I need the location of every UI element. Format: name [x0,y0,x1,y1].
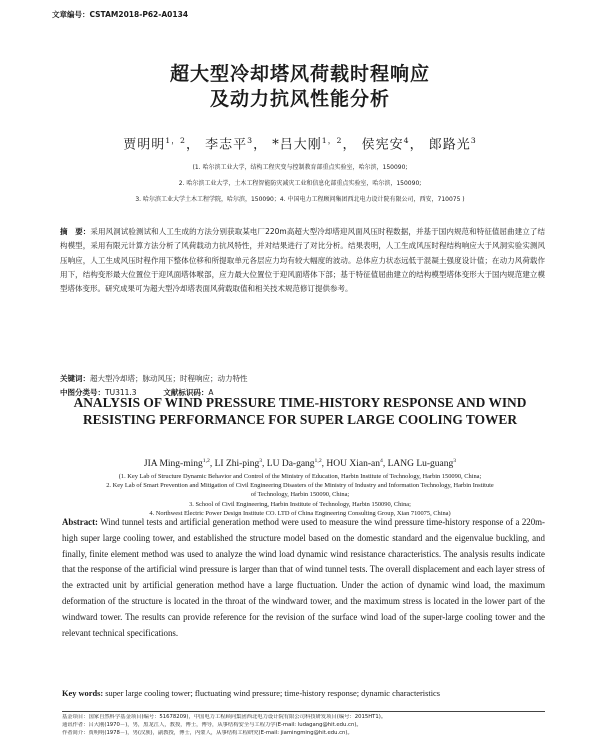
english-abstract-label: Abstract: [62,517,98,527]
author-affiliation-mark: 4 [403,136,410,145]
author-name: JIA Ming-ming [143,459,203,470]
chinese-author-list: 贾明明$^{1,2}$， 李志平$^3$， *吕大刚$^{1,2}$， 侯宪安$^4$， 郎路光$^3$ [123,136,477,153]
author-name: *吕大刚 [272,137,322,153]
author-name: LANG Lu-guang [387,459,454,470]
english-affiliation: 4. Northwest Electric Power Design Institute CO. LTD of China Engineering Consulting Group, Xian 710075, China) [149,510,451,517]
author-name: HOU Xian-an [326,459,380,470]
chinese-title-line-2: 及动力抗风性能分析 [209,88,390,110]
author-name: 郎路光 [428,137,471,153]
author-affiliation-mark: 3 [453,458,457,464]
author-affiliation-mark: 3 [470,136,477,145]
author-affiliation-mark: 1,2 [202,458,210,464]
author-affiliation-mark: 3 [247,136,254,145]
author-name: 侯宪安 [361,137,404,153]
chinese-title-line-1: 超大型冷却塔风荷载时程响应 [169,63,430,85]
author-name: LU Da-gang [266,459,315,470]
english-affiliation: of Technology, Harbin 150090, China; [250,491,350,498]
chinese-abstract-text: 采用风洞试验测试和人工生成的方法分别获取某电厂220m高超大型冷却塔迎风面风压时程数据，并基于国内规范和特征值屈曲建立了结构模型，采用有限元计算方法分析了风荷载动力抗风特性，并对结果进行了对比分析。结果表明，人工生成风压时程结构响应大于风洞实验实测风压响应，人工生成风压时程作用下整体位移和所提取单元各层应力均有较大幅度的波动。总体应力状态远低于混凝土强度设计值；在动力风荷载作用下，结构变形最大位置位于迎风面塔体喉部，应力最大位置位于迎风面塔体下部；基于特征值屈曲建立的结构模型塔体变形大于国内规范建立模型塔体变形。研究成果可为超大型冷却塔表面风荷载取值和相关技术规范修订提供参考。 [60,227,545,294]
author-affiliation-mark: 1,2 [314,458,322,464]
chinese-affiliation: 3. 哈尔滨工业大学土木工程学院，哈尔滨，150090；4. 中国电力工程顾问集团西北电力设计院有限公司，西安，710075 ) [135,196,465,203]
english-keywords-text: super large cooling tower; fluctuating wind pressure; time-history response; dynamic characteristics [105,689,441,698]
document-code-value: A [208,388,214,397]
footnote-corresponding-author: 通讯作者：吕大刚(1970－)，男，黑龙江人，教授，博士，博导，从事结构安全与工程力学(E-mail: ludagang@hit.edu.cn)。 [62,722,362,728]
chinese-abstract [60,225,545,296]
english-keywords [62,689,545,698]
chinese-keywords-label: 关键词： [60,374,90,383]
chinese-affiliation: 2. 哈尔滨工业大学，土木工程智能防灾减灾工业和信息化部重点实验室，哈尔滨，150090; [178,180,422,187]
classification-label: 中图分类号： [60,388,105,397]
english-title-line-2: RESISTING PERFORMANCE FOR SUPER LARGE COOLING TOWER [82,412,518,427]
chinese-keywords-text: 超大型冷却塔；脉动风压；时程响应；动力特性 [90,374,248,383]
english-affiliation: (1. Key Lab of Structure Dynamic Behavior and Control of the Ministry of Education, Harbin Institute of Technology, Harbin 150090, China; [118,473,482,480]
author-name: 李志平 [205,137,248,153]
footnote-funding: 基金项目：国家自然科学基金项目(编号：51678209)，中国电力工程顾问集团西北电力设计院有限公司科技研发项目(编号：2015HT1)。 [62,714,387,720]
chinese-affiliation: (1. 哈尔滨工业大学，结构工程灾变与控制教育部重点实验室，哈尔滨，150090; [192,164,408,171]
author-name: 贾明明 [123,137,166,153]
author-name: LI Zhi-ping [214,459,260,470]
author-affiliation-mark: 1，2 [165,136,186,145]
classification-value: TU311.3 [105,388,137,397]
author-affiliation-mark: 1，2 [321,136,343,145]
chinese-title [0,62,600,112]
english-abstract-text: Wind tunnel tests and artificial generation method were used to measure the wind pressure time-history response of a 220m-high super large cooling tower, and established the structure model based on the domestic standard and the eigenvalue buckling, and finally, finite element method was used to analyze the wind load dynamic wind resistance characteristics. The analysis results indicate that the response of the artificial wind pressure is larger than that of wind tunnel tests. The overall displacement and each layer stress of the extracted unit by artificial generation method have a large fluctuation. Under the action of dynamic wind load, the maximum deformation of the structure is located in the throat of the windward tower, and the maximum stress is located in the lower part of the windward tower. The results can provide reference for the revision of the surface wind load of the super-large cooling tower and the relevant technical specifications. [62,517,546,638]
author-affiliation-mark: 3 [259,458,263,464]
english-title-line-1: ANALYSIS OF WIND PRESSURE TIME-HISTORY RESPONSE AND WIND [73,395,527,410]
english-author-list: JIA Ming-ming$^{1,2}$, LI Zhi-ping$^3$, LU Da-gang$^{1,2}$, HOU Xian-$an^4$, LANG Lu-guang$^3$ [143,458,457,470]
article-number: 文章编号：CSTAM2018-P62-A0134 [52,10,189,19]
author-affiliation-mark: 4 [379,458,383,464]
footnote-divider [62,711,545,712]
footnote-author-bio: 作者简介：贾明明(1978－)，男(汉族)，副教授，博士，内蒙人，从事结构工程研究(E-mail: jiamingming@hit.edu.cn)。 [62,730,353,736]
chinese-abstract-label: 摘 要： [60,227,91,236]
english-affiliation: 3. School of Civil Engineering, Harbin Institute of Technology, Harbin 150090, China; [189,501,411,508]
english-affiliation: 2. Key Lab of Smart Prevention and Mitigation of Civil Engineering Disasters of the Ministry of Industry and Information Technology, Harbin Institute [106,482,494,489]
english-abstract [62,515,545,641]
english-title [0,394,600,428]
english-keywords-label: Key words: [62,689,104,698]
document-code-label: 文献标识码： [163,388,209,397]
chinese-keywords [60,372,545,386]
